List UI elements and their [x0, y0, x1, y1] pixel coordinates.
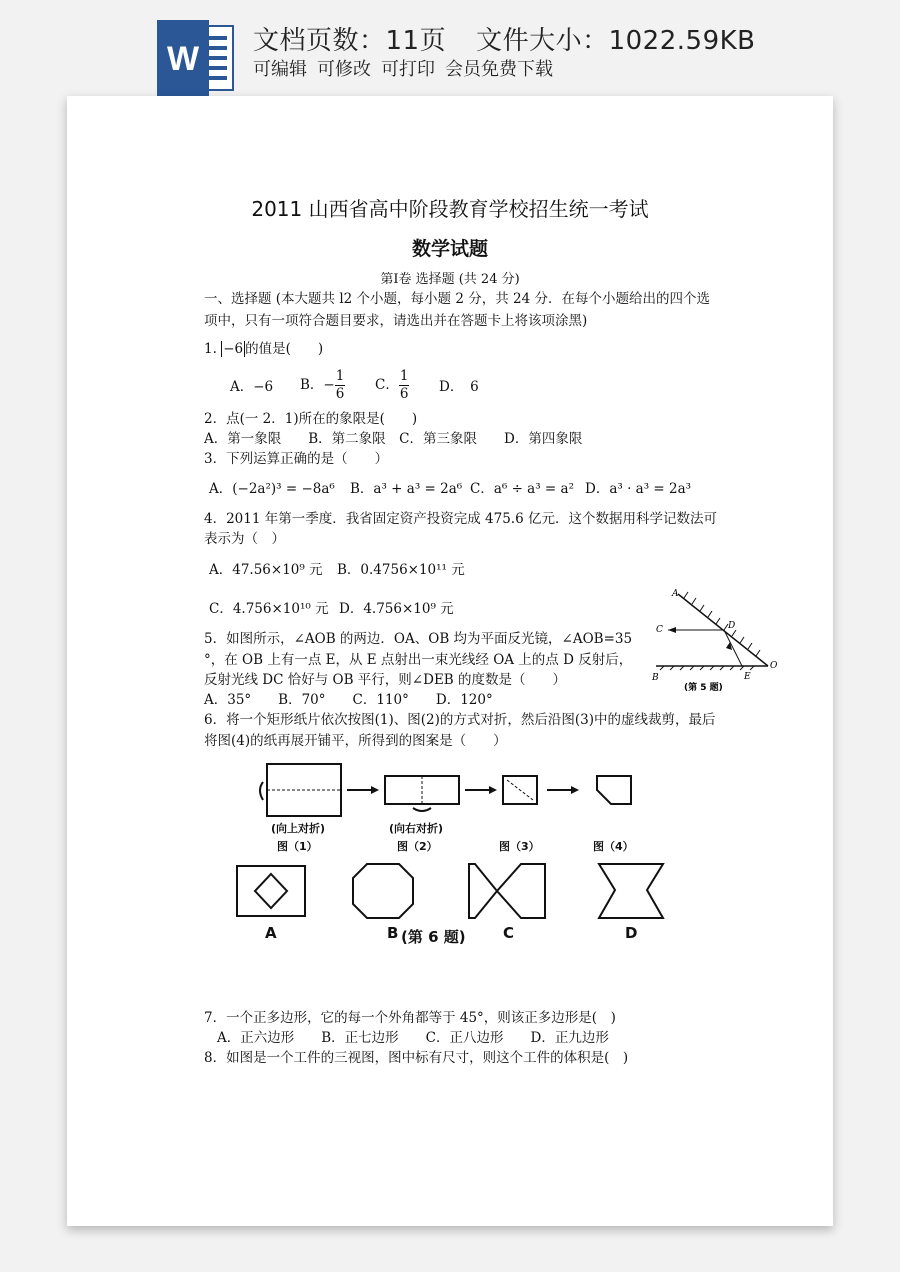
- q1-option-a: A．−6: [230, 379, 274, 395]
- svg-text:(向上对折): (向上对折): [271, 822, 326, 835]
- question-5-line3: 反射光线 DC 恰好与 OB 平行，则∠DEB 的度数是（ ）: [204, 672, 567, 688]
- question-4-stem-line2: 表示为（ ）: [204, 531, 285, 547]
- question-6-line1: 6．将一个矩形纸片依次按图(1)、图(2)的方式对折，然后沿图(3)中的虚线裁剪，最后: [204, 712, 716, 728]
- question-8-stem: 8．如图是一个工件的三视图，图中标有尺寸，则这个工件的体积是( ): [204, 1050, 629, 1066]
- q4-option-b: B．0.4756×10¹¹ 元: [337, 562, 465, 578]
- svg-text:(第 5 题): (第 5 题): [684, 683, 723, 693]
- page-count: 文档页数：11页: [253, 26, 447, 56]
- q3-option-a: A．(−2a²)³ = −8a⁶: [209, 481, 335, 497]
- file-size: 文件大小：1022.59KB: [476, 26, 756, 56]
- figure-6-paper-folding: [207, 756, 677, 968]
- svg-text:B: B: [387, 924, 399, 942]
- question-4-stem-line1: 4．2011 年第一季度．我省固定资产投资完成 475.6 亿元．这个数据用科学记数法可: [204, 511, 717, 527]
- instructions-line1: 一、选择题 (本大题共 l2 个小题，每小题 2 分，共 24 分．在每个小题给出的四个选: [204, 291, 710, 307]
- feature-modifiable: 可修改: [317, 59, 371, 80]
- question-6-line2: 将图(4)的纸再展开铺平，所得到的图案是（ ）: [204, 733, 507, 749]
- word-document-icon: [157, 20, 237, 96]
- svg-text:A: A: [265, 924, 277, 942]
- svg-text:B: B: [652, 673, 659, 683]
- feature-list: [253, 55, 563, 81]
- question-7-stem: 7．一个正多边形，它的每一个外角都等于 45°，则该正多边形是( ): [204, 1010, 616, 1026]
- svg-text:图（1）: 图（1）: [277, 840, 318, 853]
- header-bar: [0, 0, 900, 100]
- q1-option-c: C． $\frac{1}{6}$: [375, 368, 409, 402]
- q1-option-d: D． 6: [439, 379, 479, 395]
- feature-editable: 可编辑: [253, 59, 307, 80]
- absolute-value: −6: [223, 341, 244, 357]
- svg-text:图（3）: 图（3）: [499, 840, 540, 853]
- q3-option-c: C．a⁶ ÷ a³ = a²: [470, 481, 574, 497]
- svg-text:A: A: [672, 589, 679, 599]
- svg-text:D: D: [625, 924, 638, 942]
- svg-text:C: C: [656, 625, 663, 635]
- svg-text:(向右对折): (向右对折): [389, 822, 444, 835]
- q3-option-d: D．a³ · a³ = 2a³: [585, 481, 692, 497]
- q1-option-b: B．− $\frac{1}{6}$: [300, 368, 345, 402]
- question-7-options: A．正六边形 B．正七边形 C．正八边形 D．正九边形: [217, 1030, 609, 1046]
- exam-title: 2011 山西省高中阶段教育学校招生统一考试: [251, 197, 649, 221]
- svg-text:O: O: [770, 661, 778, 671]
- question-3-stem: 3．下列运算正确的是（ ）: [204, 451, 389, 467]
- q3-option-b: B．a³ + a³ = 2a⁶: [350, 481, 463, 497]
- svg-text:D: D: [728, 621, 736, 631]
- q4-option-c: C．4.756×10¹⁰ 元: [209, 601, 329, 617]
- section-heading: 第Ⅰ卷 选择题 (共 24 分): [380, 272, 520, 287]
- svg-text:图（2）: 图（2）: [397, 840, 438, 853]
- question-5-line1: 5．如图所示，∠AOB 的两边．OA、OB 均为平面反光镜，∠AOB=35: [204, 631, 633, 647]
- exam-subtitle: 数学试题: [411, 238, 488, 260]
- question-5-options: A．35° B．70° C．110° D．120°: [204, 692, 493, 708]
- q4-option-a: A．47.56×10⁹ 元: [209, 562, 323, 578]
- svg-text:(第 6 题): (第 6 题): [401, 928, 466, 946]
- doc-meta-line: [253, 20, 756, 57]
- svg-text:E: E: [744, 672, 751, 682]
- question-1-stem: 1. −6 的值是( ): [204, 341, 324, 357]
- document-page: [67, 96, 833, 1226]
- instructions-line2: 项中，只有一项符合题目要求，请选出并在答题卡上将该项涂黑): [204, 313, 588, 329]
- question-2-stem: 2．点(一 2．1)所在的象限是( ): [204, 411, 418, 427]
- feature-printable: 可打印: [381, 59, 435, 80]
- feature-member-download: 会员免费下载: [445, 59, 553, 80]
- svg-text:图（4）: 图（4）: [593, 840, 634, 853]
- question-5-line2: °，在 OB 上有一点 E，从 E 点射出一束光线经 OA 上的点 D 反射后，: [204, 652, 633, 668]
- figure-5-mirror-diagram: [650, 586, 780, 696]
- svg-text:C: C: [503, 924, 515, 942]
- question-2-options: A．第一象限 B．第二象限 C．第三象限 D．第四象限: [204, 431, 583, 447]
- svg-text:W: W: [166, 40, 200, 78]
- q4-option-d: D．4.756×10⁹ 元: [339, 601, 454, 617]
